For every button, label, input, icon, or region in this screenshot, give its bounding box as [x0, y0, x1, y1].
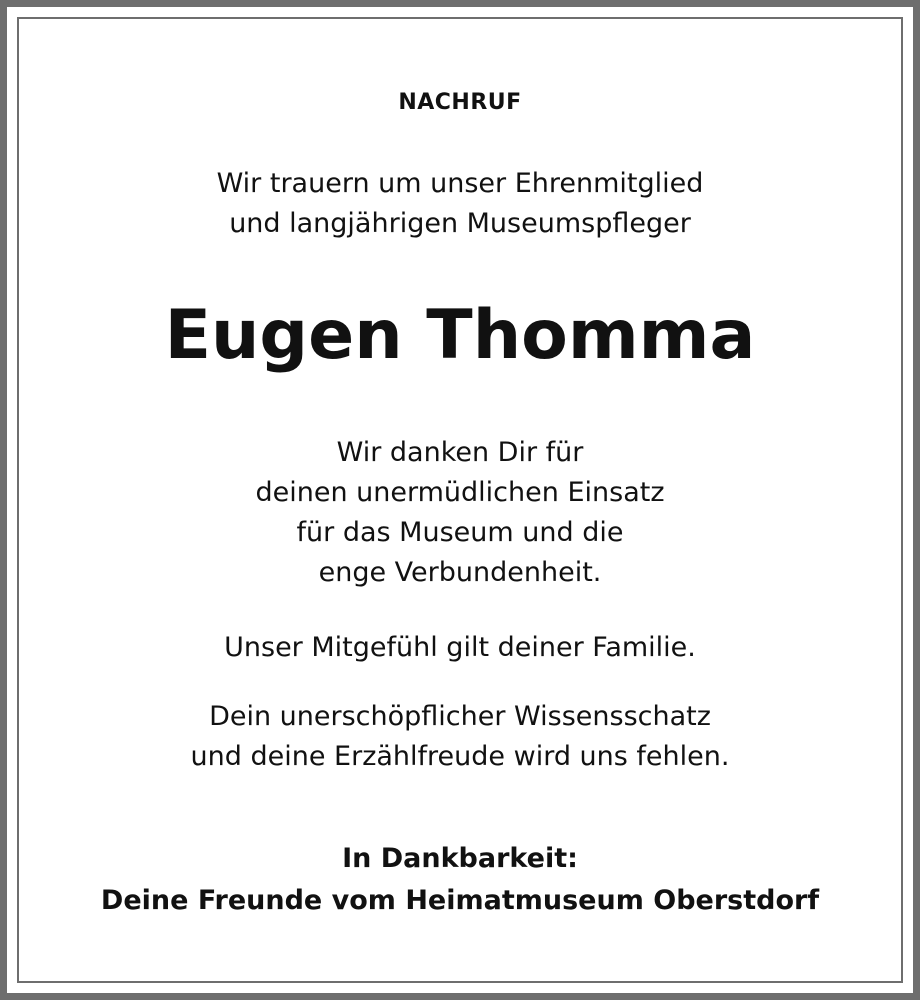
deceased-name: Eugen Thomma — [164, 296, 756, 375]
thanks-line: für das Museum und die — [296, 517, 624, 548]
notice-heading: NACHRUF — [398, 90, 522, 115]
intro-line: und langjährigen Museumspfleger — [229, 208, 691, 239]
intro-line: Wir trauern um unser Ehrenmitglied — [216, 168, 704, 199]
knowledge-line: und deine Erzählfreude wird uns fehlen. — [190, 741, 730, 772]
thanks-line: Wir danken Dir für — [336, 437, 584, 468]
thanks-line: enge Verbundenheit. — [318, 557, 602, 588]
knowledge-line: Dein unerschöpflicher Wissensschatz — [209, 701, 711, 732]
signature — [0, 838, 920, 922]
knowledge-text — [0, 697, 920, 777]
thanks-line: deinen unermüdlichen Einsatz — [255, 477, 665, 508]
intro-text — [0, 164, 920, 244]
sympathy-line: Unser Mitgefühl gilt deiner Familie. — [224, 632, 696, 663]
sympathy-text — [0, 628, 920, 668]
thanks-text — [0, 433, 920, 593]
signature-line: In Dankbarkeit: — [342, 843, 578, 874]
signature-line: Deine Freunde vom Heimatmuseum Oberstdorf — [100, 885, 820, 916]
